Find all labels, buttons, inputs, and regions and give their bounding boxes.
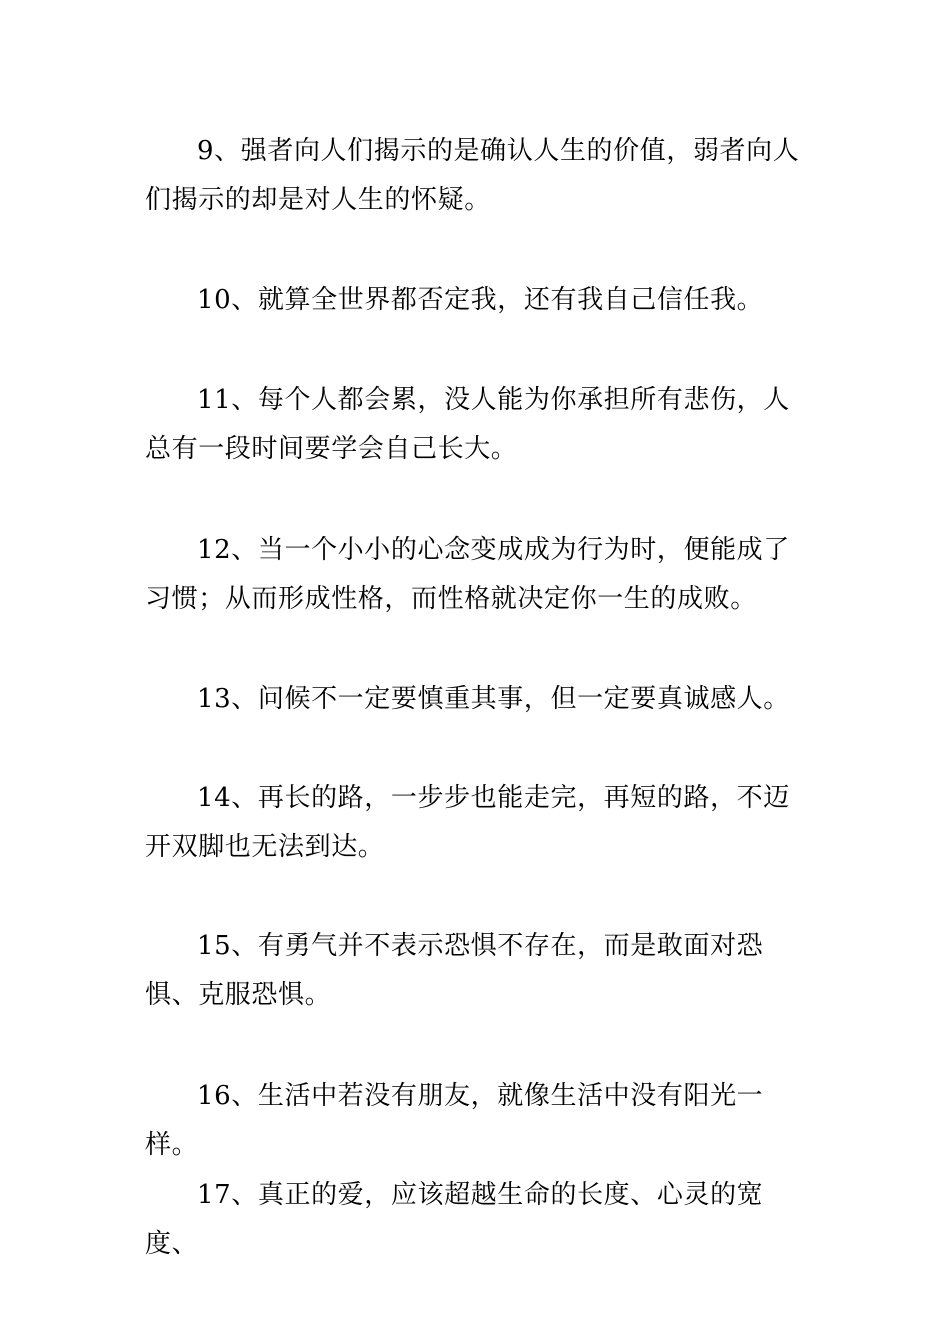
paragraph-12: 12、当一个小小的心念变成成为行为时，便能成了习惯；从而形成性格，而性格就决定你一生的成败。 (145, 535, 790, 614)
paragraph-11: 11、每个人都会累，没人能为你承担所有悲伤，人总有一段时间要学会自己长大。 (145, 385, 790, 464)
paragraph-17: 17、真正的爱，应该超越生命的长度、心灵的宽度、 (145, 1180, 764, 1259)
paragraph-10: 10、就算全世界都否定我，还有我自己信任我。 (197, 285, 764, 315)
paragraph-15: 15、有勇气并不表示恐惧不存在，而是敢面对恐惧、克服恐惧。 (145, 931, 764, 1010)
paragraph-16: 16、生活中若没有朋友，就像生活中没有阳光一样。 (145, 1081, 764, 1160)
paragraph-13: 13、问候不一定要慎重其事，但一定要真诚感人。 (197, 684, 790, 714)
paragraph-14: 14、再长的路，一步步也能走完，再短的路，不迈开双脚也无法到达。 (145, 783, 790, 862)
paragraph-9: 9、强者向人们揭示的是确认人生的价值，弱者向人们揭示的却是对人生的怀疑。 (145, 136, 800, 215)
